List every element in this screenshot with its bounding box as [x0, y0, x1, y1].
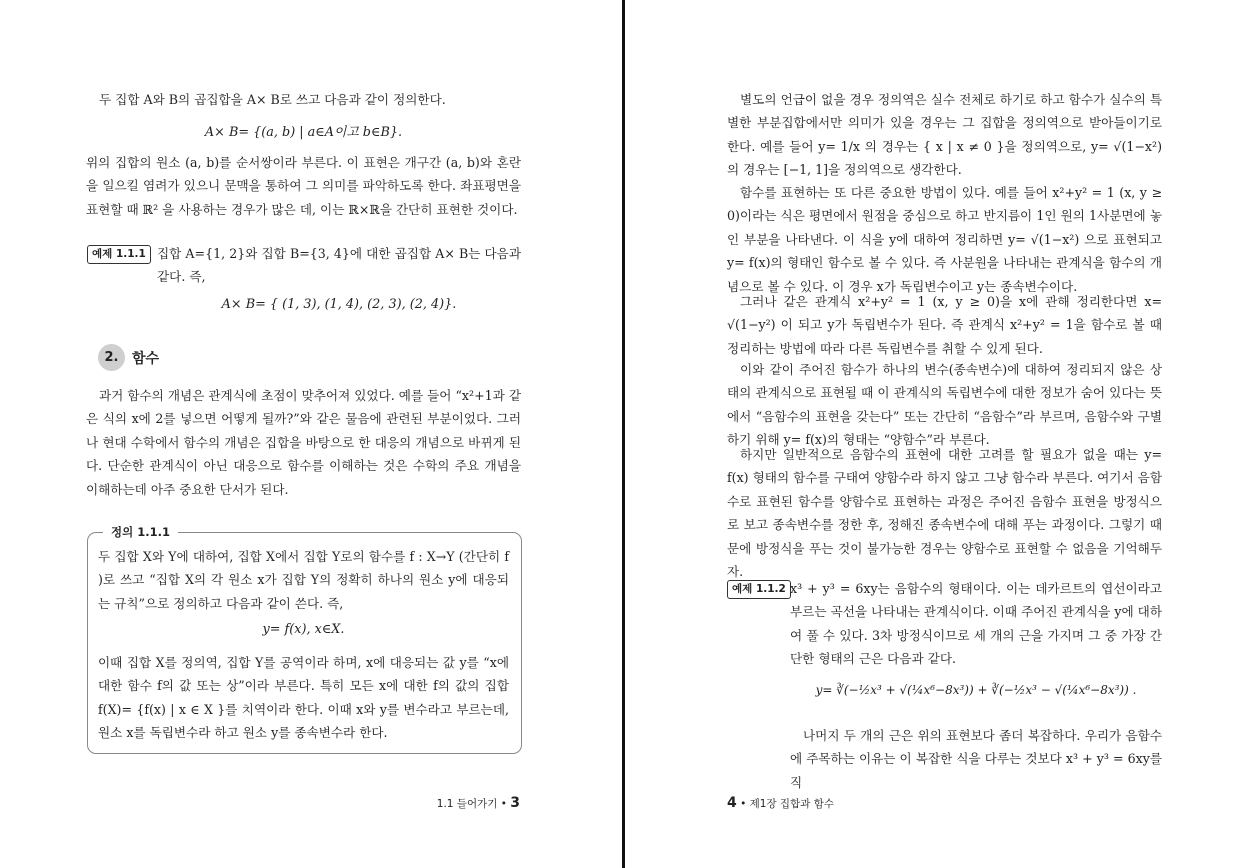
- page-number: 3: [510, 795, 520, 811]
- paragraph: 하지만 일반적으로 음함수의 표현에 대한 고려를 할 필요가 없을 때는 y= f(x) 형태의 함수를 구태여 양함수라 하지 않고 그냥 함수라 부른다. 여기서 음함수로 표현된 함수를 양함수로 표현하는 과정은 주어진 음함수 표현을 방정식으로 보고 종속변수를 정한 후, 정해진 종속변수에 대해 푸는 과정이다. 그렇기 때문에 방정식을 푸는 것이 불가능한 경우는 양함수로 표현할 수 없음을 기억해두자.: [727, 447, 1162, 580]
- paragraph: 두 집합 A와 B의 곱집합을 A× B로 쓰고 다음과 같이 정의한다.: [99, 92, 446, 107]
- right-page: [627, 0, 1241, 868]
- definition-text: 이때 집합 X를 정의역, 집합 Y를 공역이라 하며, x에 대응되는 값 y를 “x에 대한 함수 f의 값 또는 상”이라 부른다. 특히 모든 x에 대한 f의 값의 집합 f(X)= {f(x) | x ∈ X }를 치역이라 한다. 이때 x와 y를 변수라고 부르는데, 원소 x를 독립변수라 하고 원소 y를 종속변수라 한다.: [98, 655, 509, 741]
- paragraph: 이와 같이 주어진 함수가 하나의 변수(종속변수)에 대하여 정리되지 않은 상태의 관계식으로 표현될 때 이 관계식의 독립변수에 대한 정보가 숨어 있다는 뜻에서 “음함수의 표현을 갖는다” 또는 간단히 “음함수”라 부르며, 음함수와 구별하기 위해 y= f(x)의 형태는 “양함수”라 부른다.: [727, 362, 1162, 448]
- paragraph: 위의 집합의 원소 (a, b)를 순서쌍이라 부른다. 이 표현은 개구간 (a, b)와 혼란을 일으킬 염려가 있으니 문맥을 통하여 그 의미를 파악하도록 한다. 좌표평면을 표현할 때 ℝ² 을 사용하는 경우가 많은 데, 이는 ℝ×ℝ을 간단히 표현한 것이다.: [86, 155, 521, 217]
- definition-equation: y= f(x), x∈X.: [262, 622, 345, 637]
- footer: [437, 795, 520, 811]
- paragraph: 그러나 같은 관계식 x²+y² = 1 (x, y ≥ 0)을 x에 관해 정리한다면 x= √(1−y²) 이 되고 y가 독립변수가 된다. 즉 관계식 x²+y² = 1을 함수로 볼 때 정리하는 방법에 따라 다른 독립변수를 취할 수 있게 된다.: [727, 294, 1162, 356]
- footer-text: • 제1장 집합과 함수: [740, 798, 834, 810]
- page-number: 4: [727, 795, 737, 811]
- paragraph: 별도의 언급이 없을 경우 정의역은 실수 전체로 하기로 하고 함수가 실수의 특별한 부분집합에서만 의미가 있을 경우는 그 집합을 정의역으로 받아들이기로 한다. 예를 들어 y= 1/x 의 경우는 { x | x ≠ 0 }을 정의역으로, y= √(1−x²) 의 경우는 [−1, 1]을 정의역으로 생각한다.: [727, 92, 1162, 178]
- paragraph: 함수를 표현하는 또 다른 중요한 방법이 있다. 예를 들어 x²+y² = 1 (x, y ≥ 0)이라는 식은 평면에서 원점을 중심으로 하고 반지름이 1인 원의 1사분면에 놓인 부분을 나타낸다. 이 식을 y에 대하여 정리하면 y= √(1−x²) 으로 표현되고 y= f(x)의 형태인 함수로 볼 수 있다. 즉 사분원을 나타내는 관계식을 함수의 개념으로 볼 수 있다. 이 경우 x가 독립변수이고 y는 종속변수이다.: [727, 185, 1162, 294]
- definition-tag: 정의 1.1.1: [103, 522, 178, 542]
- equation: A× B= {(a, b) | a∈A이고 b∈B}.: [204, 125, 403, 140]
- example-tag: 예제 1.1.2: [727, 580, 791, 599]
- example-equation: y= ∛(−½x³ + √(¼x⁶−8x³)) + ∛(−½x³ − √(¼x⁶−8x³)) .: [815, 683, 1137, 697]
- example-text: x³ + y³ = 6xy는 음함수의 형태이다. 이는 데카르트의 엽선이라고 부르는 곡선을 나타내는 관계식이다. 이때 주어진 관계식을 y에 대하여 풀 수 있다. 3차 방정식이므로 세 개의 근을 가지며 그 중 가장 간단한 형태의 근은 다음과 같다.: [790, 581, 1162, 667]
- book-spine: [622, 0, 625, 868]
- footer-text: 1.1 들어가기 •: [436, 798, 507, 810]
- example-tag: 예제 1.1.1: [87, 245, 151, 264]
- footer: [727, 795, 834, 811]
- example-text: 집합 A={1, 2}와 집합 B={3, 4}에 대한 곱집합 A× B는 다음과 같다. 즉,: [157, 246, 521, 285]
- section-title: 함수: [132, 351, 160, 367]
- section-number: 2.: [98, 344, 125, 371]
- example-continuation: 나머지 두 개의 근은 위의 표현보다 좀더 복잡하다. 우리가 음함수에 주목하는 이유는 이 복잡한 식을 다루는 것보다 x³ + y³ = 6xy를 직: [790, 728, 1162, 790]
- definition-text: 두 집합 X와 Y에 대하여, 집합 X에서 집합 Y로의 함수를 f : X→Y (간단히 f )로 쓰고 “집합 X의 각 원소 x가 집합 Y의 정확히 하나의 원소 y에 대응되는 규칙”으로 정의하고 다음과 같이 쓴다. 즉,: [98, 549, 509, 611]
- paragraph: 과거 함수의 개념은 관계식에 초점이 맞추어져 있었다. 예를 들어 “x²+1과 같은 식의 x에 2를 넣으면 어떻게 될까?”와 같은 물음에 관련된 부분이었다. 그러나 현대 수학에서 함수의 개념은 집합을 바탕으로 한 대응의 개념으로 바뀌게 된다. 단순한 관계식이 아닌 대응으로 함수를 이해하는 것은 수학의 주요 개념을 이해하는데 아주 중요한 단서가 된다.: [86, 388, 521, 497]
- example-equation: A× B= { (1, 3), (1, 4), (2, 3), (2, 4)}.: [221, 297, 457, 312]
